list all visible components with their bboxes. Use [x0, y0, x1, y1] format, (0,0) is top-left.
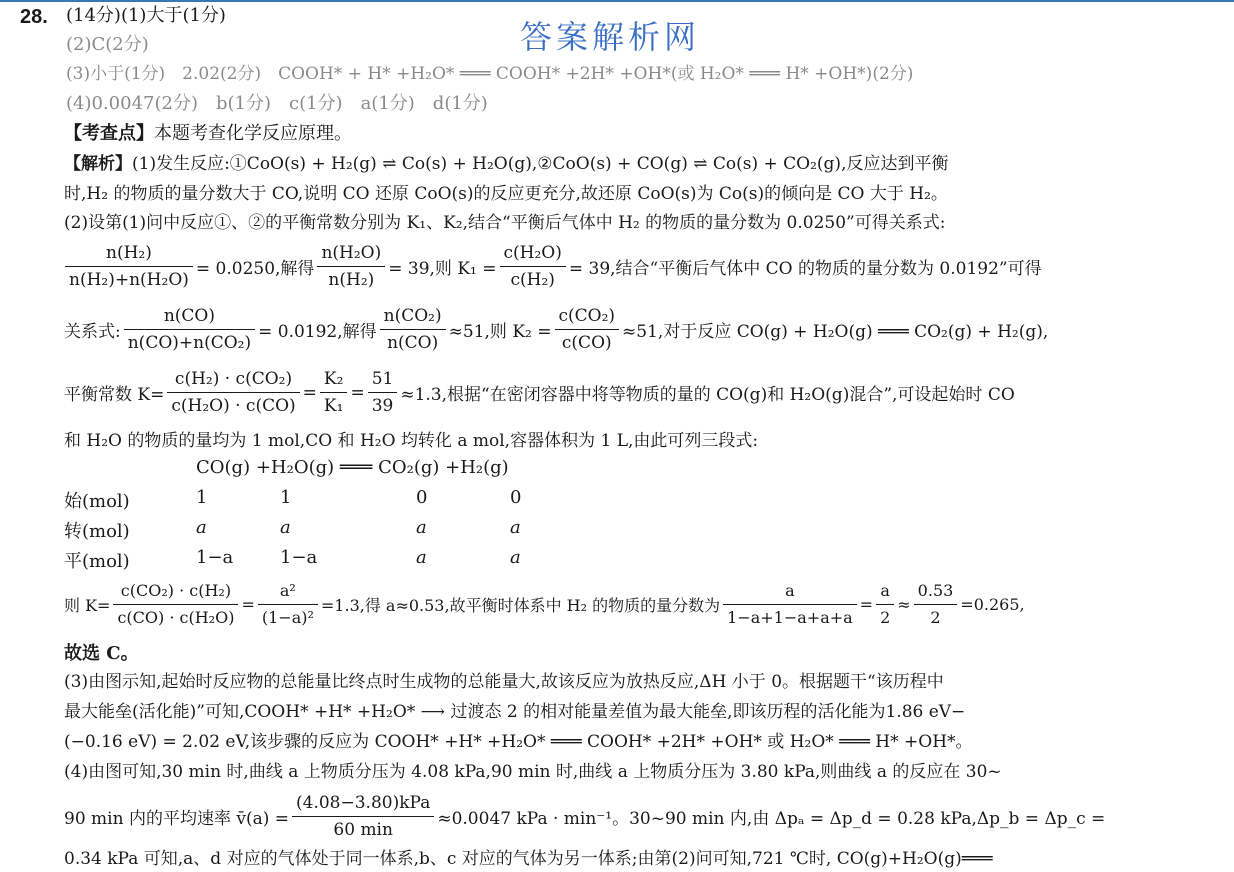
jiexi-line-3: (2)设第(1)问中反应①、②的平衡常数分别为 K₁、K₂,结合“平衡后气体中 H₂ 的物质的量分数为 0.0250”可得关系式: [64, 213, 946, 233]
formula-line-3 [64, 368, 1015, 417]
kaochadian-text: 本题考查化学反应原理。 [154, 123, 352, 144]
table-cell: a [510, 547, 521, 568]
fraction: $\frac{a}{1-a+1-a+a+a}$ [723, 580, 857, 629]
part3-line-2: 最大能垒(活化能)”可知,COOH* +H* +H₂O* ⟶ 过渡态 2 的相对能量差值为最大能垒,即该历程的活化能为1.86 eV− [64, 702, 966, 722]
formula-text: ≈0.0047 kPa · min⁻¹。30~90 min 内,由 Δpₐ = Δp_d = 0.28 kPa,Δp_b = Δp_c = [437, 809, 1106, 829]
fraction: $\frac{\text{c(CO₂)}}{c(CO)}$ [555, 305, 620, 354]
formula-text: 则 K= [64, 596, 111, 615]
formula-text: 关系式: [64, 322, 121, 342]
kaochadian-label: 【考查点】 [64, 123, 154, 144]
formula-line-2 [64, 305, 1048, 354]
jiexi-line-1 [64, 151, 948, 177]
formula-text: =0.265, [960, 595, 1025, 614]
part4-line-1: (4)由图可知,30 min 时,曲线 a 上物质分压为 4.08 kPa,90 min 时,曲线 a 上物质分压为 3.80 kPa,则曲线 a 的反应在 30~ [64, 762, 1002, 782]
table-cell: 1−a [196, 547, 234, 568]
jiexi-label: 【解析】 [64, 154, 132, 174]
formula-text: 平衡常数 K= [64, 385, 165, 405]
fraction: $\frac{\text{a²}}{\text{(1−a)²}}$ [258, 580, 318, 629]
choose-line: 故选 C。 [64, 643, 139, 664]
fraction: $\frac{\text{c(H₂O)}}{\text{c(H₂)}}$ [500, 242, 566, 291]
fraction: $\frac{a}{2}$ [876, 580, 894, 629]
answer-line-3: (3)小于(1分) 2.02(2分) COOH* + H* +H₂O* ═══ COOH* +2H* +OH*(或 H₂O* ═══ H* +OH*)(2分) [66, 64, 914, 84]
formula-text: ≈51,则 K₂ = [448, 322, 552, 342]
formula-text: = 0.0250,解得 [195, 259, 315, 279]
formula-text: =1.3,得 a≈0.53,故平衡时体系中 H₂ 的物质的量分数为 [320, 596, 721, 615]
table-cell: 1 [280, 487, 292, 508]
formula-text: = [859, 595, 874, 614]
fraction: $\frac{\text{c(CO₂) · c(H₂)}}{\text{c(CO) · c(H₂O)}}$ [113, 580, 238, 629]
formula-text: ≈51,对于反应 CO(g) + H₂O(g) ═══ CO₂(g) + H₂(g), [622, 322, 1049, 342]
table-row-label: 始(mol) [64, 491, 130, 512]
formula-text: ≈1.3,根据“在密闭容器中将等物质的量的 CO(g)和 H₂O(g)混合”,可设起始时 CO [400, 385, 1015, 405]
table-equation: CO(g) +H₂O(g) ═══ CO₂(g) +H₂(g) [196, 457, 509, 478]
part3-line-3: (−0.16 eV) = 2.02 eV,该步骤的反应为 COOH* +H* +H₂O* ═══ COOH* +2H* +OH* 或 H₂O* ═══ H* +OH*。 [64, 732, 973, 752]
formula-text: = 39,结合“平衡后气体中 CO 的物质的量分数为 0.0192”可得 [568, 259, 1042, 279]
formula-text: = [302, 382, 317, 403]
formula-text: = [350, 382, 365, 403]
table-cell: a [416, 517, 427, 538]
fraction: $\frac{\text{(4.08−3.80)kPa}}{60 \min}$ [292, 792, 434, 841]
fraction: $\frac{0.53}{2}$ [914, 580, 958, 629]
table-cell: a [196, 517, 207, 538]
jiexi-line-2: 时,H₂ 的物质的量分数大于 CO,说明 CO 还原 CoO(s)的反应更充分,故还原 CoO(s)为 Co(s)的倾向是 CO 大于 H₂。 [64, 184, 948, 204]
formula-text: ≈ [897, 595, 911, 614]
table-row-label: 转(mol) [64, 521, 130, 542]
fraction: $\frac{\text{n(H₂)}}{\text{n(H₂)+n(H₂O)}}$ [65, 242, 193, 291]
fraction: $\frac{51}{39}$ [368, 368, 398, 417]
jiexi-text-1: (1)发生反应:①CoO(s) + H₂(g) ⇌ Co(s) + H₂O(g),②CoO(s) + CO(g) ⇌ Co(s) + CO₂(g),反应达到平衡 [132, 154, 949, 174]
answer-line-2: (2)C(2分) [66, 34, 149, 55]
fraction: $\frac{\text{c(H₂) · c(CO₂)}}{\text{c(H₂O) · c(CO)}}$ [167, 368, 299, 417]
question-number: 28. [20, 6, 48, 28]
fraction: $\frac{\text{n(H₂O)}}{\text{n(H₂)}}$ [317, 242, 385, 291]
top-border [0, 0, 1234, 2]
formula-line-4 [64, 580, 1025, 629]
fraction: $\frac{\text{n(CO₂)}}{n(CO)}$ [380, 305, 446, 354]
table-row-label: 平(mol) [64, 551, 130, 572]
formula-text: = 39,则 K₁ = [388, 259, 497, 279]
table-cell: a [280, 517, 291, 538]
part3-line-1: (3)由图示知,起始时反应物的总能量比终点时生成物的总能量大,故该反应为放热反应,ΔH 小于 0。根据题干“该历程中 [64, 672, 944, 692]
table-cell: 0 [416, 487, 428, 508]
fraction: $\frac{\text{K₂}}{\text{K₁}}$ [320, 368, 348, 417]
formula-line-1 [62, 242, 1042, 291]
fraction: $\frac{n(CO)}{\text{n(CO)+n(CO₂)}}$ [124, 305, 255, 354]
formula-text: = 0.0192,解得 [258, 322, 377, 342]
formula-text: = [241, 595, 255, 614]
paragraph-line: 和 H₂O 的物质的量均为 1 mol,CO 和 H₂O 均转化 a mol,容器体积为 1 L,由此可列三段式: [64, 431, 759, 451]
table-cell: 1−a [280, 547, 318, 568]
kaochadian-line [64, 121, 352, 147]
watermark: 答案解析网 [520, 18, 701, 56]
answer-line-4: (4)0.0047(2分) b(1分) c(1分) a(1分) d(1分) [66, 93, 488, 114]
table-cell: 1 [196, 487, 208, 508]
part4-line-2 [64, 792, 1105, 841]
table-cell: a [510, 517, 521, 538]
answer-line-1: (14分)(1)大于(1分) [66, 5, 226, 26]
table-cell: a [416, 547, 427, 568]
formula-text: 90 min 内的平均速率 v̄(a) = [64, 809, 290, 829]
part4-line-3: 0.34 kPa 可知,a、d 对应的气体处于同一体系,b、c 对应的气体为另一体系;由第(2)问可知,721 ℃时, CO(g)+H₂O(g)═══ [64, 849, 993, 869]
table-cell: 0 [510, 487, 522, 508]
